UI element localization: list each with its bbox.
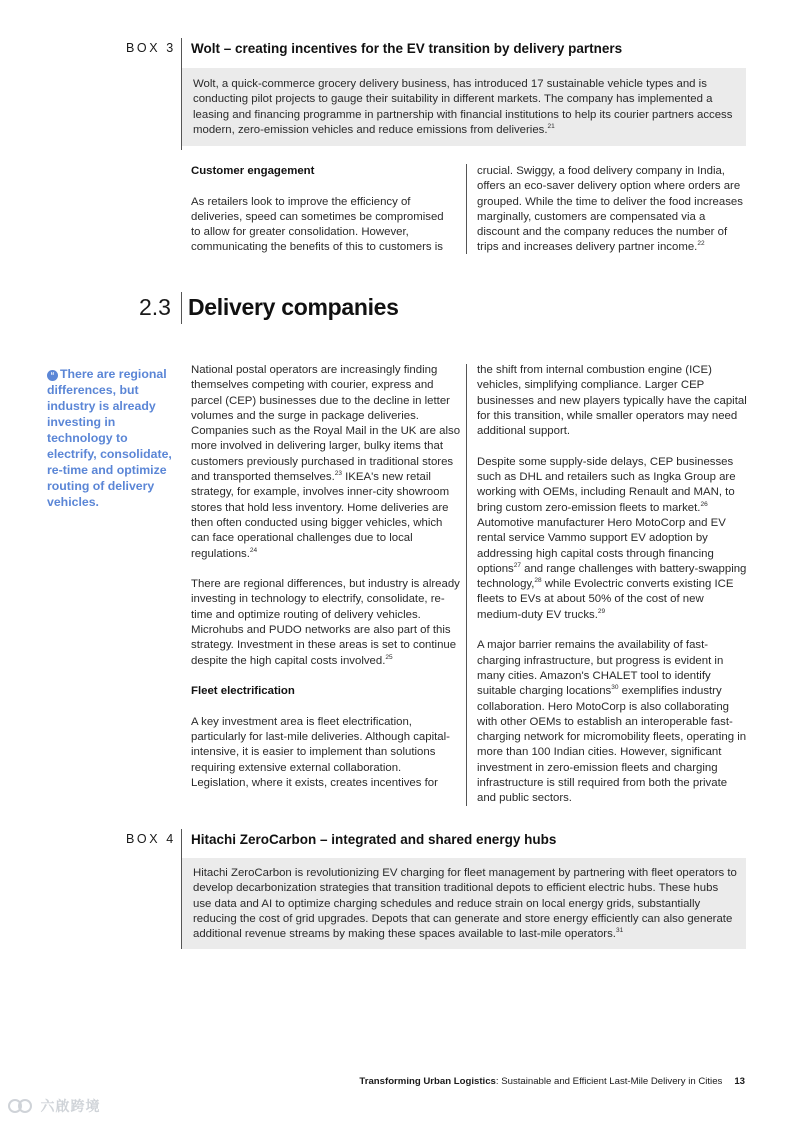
footer-report-subtitle: : Sustainable and Efficient Last-Mile Delivery in Cities — [495, 1076, 723, 1087]
fleet-heading: Fleet electrification — [191, 685, 295, 698]
right-p2b-ref: 27 — [513, 562, 521, 570]
main-right-col — [477, 363, 747, 822]
quote-icon: “ — [47, 370, 58, 381]
right-p3b: exemplifies industry collaboration. Hero MotoCorp is also collaborating with other OEMs to establish an interoperable fast-charging network for micromobility fleets, operating in more than 100 Indian cities. However, significant investment in zero-emission fleets and charging infrastructure is still required from both the private and public sectors. — [477, 685, 747, 805]
customer-right-col — [477, 164, 747, 271]
box3-label: BOX 3 — [126, 41, 176, 55]
right-p2d: while Evolectric converts existing ICE fleets to EVs at about 50% of the cost of new medium-duty EV trucks. — [477, 578, 734, 621]
right-p3a-ref: 30 — [611, 684, 619, 692]
box4-label: BOX 4 — [126, 832, 176, 846]
main-col-divider — [466, 364, 467, 806]
right-p2a-ref: 26 — [700, 500, 708, 508]
box4-ref: 31 — [615, 927, 624, 935]
box4-title: Hitachi ZeroCarbon – integrated and shared energy hubs — [191, 832, 557, 847]
box3-title: Wolt – creating incentives for the EV transition by delivery partners — [191, 41, 623, 56]
customer-left-text: As retailers look to improve the efficiency of deliveries, speed can sometimes be compromised to allow for greater consolidation. However, communicating the benefits of this to customers is — [191, 195, 444, 254]
section-title: Delivery companies — [188, 294, 399, 320]
watermark — [6, 1096, 100, 1116]
right-p2d-ref: 29 — [597, 607, 606, 615]
watermark-text: 六啟跨境 — [40, 1098, 101, 1114]
section-divider — [181, 292, 182, 324]
customer-left-col — [191, 164, 456, 271]
right-p2b: Automotive manufacturer Hero MotoCorp and EV rental service Vammo support EV adoption by addressing high capital costs through financing options — [477, 516, 726, 575]
right-p2a: Despite some supply-side delays, CEP businesses such as DHL and retailers such as Ingka Group are working with OEMs, including Renault and MAN, to bring custom zero-emission fleets to market. — [477, 455, 736, 514]
left-p1a-ref: 23 — [334, 470, 342, 478]
section-number: 2.3 — [139, 294, 171, 320]
watermark-logo-icon — [6, 1097, 36, 1115]
pull-quote — [47, 366, 172, 510]
customer-col-divider — [466, 164, 467, 254]
pull-quote-text: There are regional differences, but industry is already investing in technology to electrify, consolidate, re-time and optimize routing of delivery vehicles. — [47, 367, 172, 509]
left-p2: There are regional differences, but industry is already investing in technology to electrify, consolidate, re-time and optimize routing of delivery vehicles. Microhubs and PUDO networks are also part of this strategy. Investment in these areas is set to continue despite the high capital costs involved. — [191, 578, 460, 667]
box4-body — [193, 866, 738, 942]
box3-body — [193, 77, 733, 138]
left-p1b-ref: 24 — [249, 546, 258, 554]
page-number: 13 — [734, 1076, 745, 1087]
right-p1: the shift from internal combustion engine (ICE) vehicles, simplifying compliance. Larger CEP businesses and new players typically have the capital for this transition, while smaller operators may need additional support. — [477, 364, 747, 438]
customer-right-ref: 22 — [697, 240, 705, 248]
box4-text: Hitachi ZeroCarbon is revolutionizing EV charging for fleet management by partnering with fleet operators to develop decarbonization strategies that transition traditional depots to efficient electric hubs. These hubs use data and AI to optimize charging schedules and reduce strain on local energy grids, substantially reducing the cost of grid upgrades. Depots that can generate and store energy efficiently can also generate additional revenue streams by making these spaces available to last-mile operators. — [193, 867, 737, 941]
customer-heading: Customer engagement — [191, 165, 315, 177]
footer — [359, 1076, 745, 1087]
right-p2c: and range challenges with battery-swapping technology, — [477, 562, 747, 591]
customer-right-text: crucial. Swiggy, a food delivery company in India, offers an eco-saver delivery option where orders are grouped. While the time to deliver the food increases marginally, customers are compensated via a discount and the company reduces the number of trips and increases delivery partner income. — [477, 165, 743, 254]
left-p2-ref: 25 — [385, 653, 393, 661]
right-p2c-ref: 28 — [534, 577, 542, 585]
left-p1b: IKEA's new retail strategy, for example, involves inner-city showroom stores that hold less inventory. Home deliveries are then often conducted using bigger vehicles, which can face operational challenges due to local regulations. — [191, 471, 450, 560]
box3-text: Wolt, a quick-commerce grocery delivery business, has introduced 17 sustainable vehicle types and is conducting pilot projects to gauge their suitability in different markets. The company has implemented a leasing and financing programme in partnership with financial institutions to help its courier partners access modern, zero-emission vehicles and reduce emissions from deliveries. — [193, 78, 733, 136]
footer-report-title: Transforming Urban Logistics — [359, 1076, 496, 1087]
left-p3: A key investment area is fleet electrification, particularly for last-mile deliveries. Although capital-intensive, it is easier to implement than solutions requiring extensive external collaboration. Legislation, where it exists, creates incentives for — [191, 715, 450, 790]
main-left-col — [191, 363, 461, 807]
box3-ref: 21 — [547, 123, 555, 131]
right-p3a: A major barrier remains the availability of fast-charging infrastructure, but progress is evident in many cities. Amazon's CHALET tool to identify suitable charging locations — [477, 639, 724, 698]
left-p1a: National postal operators are increasingly finding themselves competing with courier, express and parcel (CEP) businesses due to the decline in letter volumes and the surge in package deliveries. Companies such as the Royal Mail in the UK are also more involved in delivering larger, bulky items that customers previously purchased in traditional stores and transported themselves. — [191, 364, 461, 484]
